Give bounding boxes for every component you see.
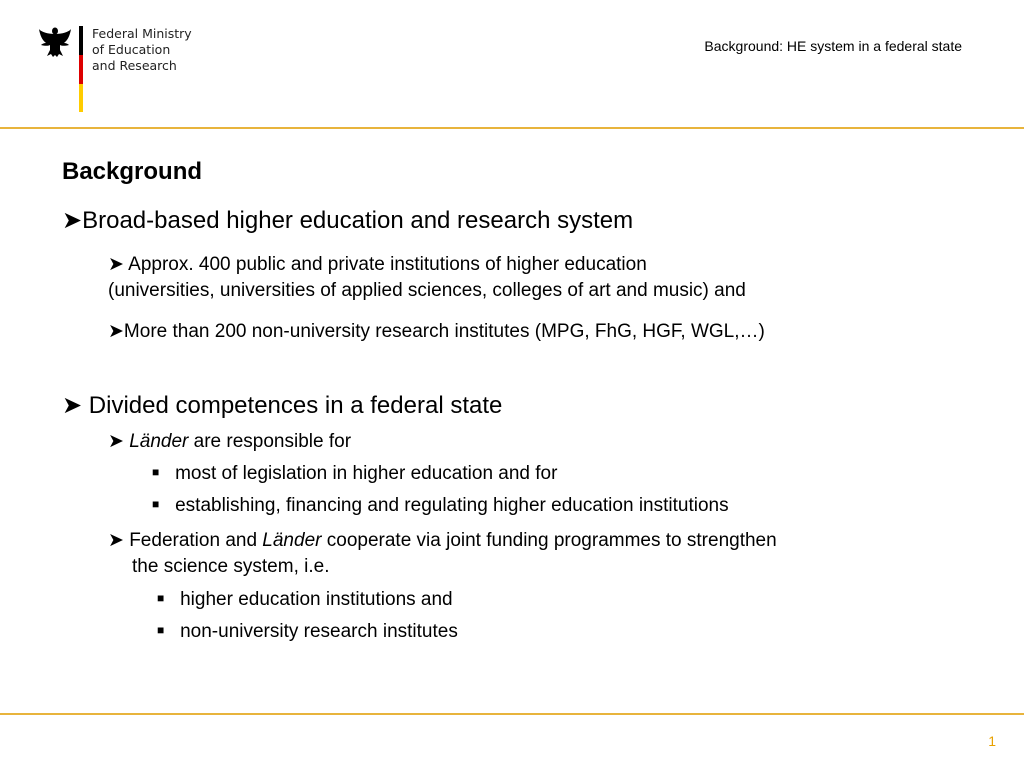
bullet-text: Divided competences in a federal state: [88, 392, 503, 419]
arrow-bullet-icon: ➤: [62, 206, 83, 234]
arrow-bullet-icon: ➤: [62, 391, 83, 419]
flag-bars: [79, 26, 83, 112]
flag-red-bar: [79, 55, 83, 84]
bullet-continuation: (universities, universities of applied sciences, colleges of art and music) and: [108, 280, 746, 301]
top-divider: [0, 127, 1024, 129]
slide-header-title: Background: HE system in a federal state: [704, 38, 962, 54]
bullet-level3: [157, 621, 458, 643]
arrow-bullet-icon: ➤: [108, 430, 124, 452]
bullet-level2: [108, 529, 777, 552]
square-bullet-icon: ■: [157, 591, 165, 605]
laender-italic: Länder: [129, 431, 189, 452]
section-heading: Background: [62, 158, 203, 185]
square-bullet-icon: ■: [157, 623, 165, 637]
bottom-divider: [0, 713, 1024, 715]
logo-line-2: of Education: [92, 42, 171, 57]
bullet-text: most of legislation in higher education and for: [175, 463, 558, 484]
bullet-text: higher education institutions and: [180, 589, 453, 610]
logo-text: [92, 26, 192, 74]
logo-line-1: Federal Ministry: [92, 26, 192, 41]
bullet-text: More than 200 non-university research institutes (MPG, FhG, HGF, WGL,…): [123, 321, 765, 342]
bullet-level2: [108, 430, 351, 453]
bullet-level3: [152, 495, 729, 517]
square-bullet-icon: ■: [152, 465, 160, 479]
bullet-text: establishing, financing and regulating higher education institutions: [175, 495, 729, 516]
bullet-level1: [62, 206, 633, 235]
bullet-level2: [108, 320, 765, 343]
laender-italic: Länder: [262, 530, 322, 551]
flag-black-bar: [79, 26, 83, 55]
federal-eagle-icon: [38, 26, 72, 60]
bullet-continuation: the science system, i.e.: [132, 556, 330, 577]
square-bullet-icon: ■: [152, 497, 160, 511]
page-number: 1: [988, 733, 996, 749]
bullet-text: are responsible for: [188, 431, 352, 452]
bullet-level2: [108, 253, 647, 276]
bullet-text: non-university research institutes: [180, 621, 458, 642]
logo-line-3: and Research: [92, 58, 177, 73]
bullet-text: Federation and: [129, 530, 263, 551]
arrow-bullet-icon: ➤: [108, 529, 124, 551]
bullet-text: Approx. 400 public and private institutions of higher education: [128, 254, 647, 275]
bullet-level1: [62, 391, 502, 420]
bullet-level3: [152, 463, 557, 485]
arrow-bullet-icon: ➤: [108, 253, 124, 275]
arrow-bullet-icon: ➤: [108, 320, 124, 342]
bullet-text: cooperate via joint funding programmes to strengthen: [321, 530, 777, 551]
bullet-level3: [157, 589, 453, 611]
bullet-text: Broad-based higher education and research system: [82, 207, 634, 234]
flag-gold-bar: [79, 84, 83, 112]
